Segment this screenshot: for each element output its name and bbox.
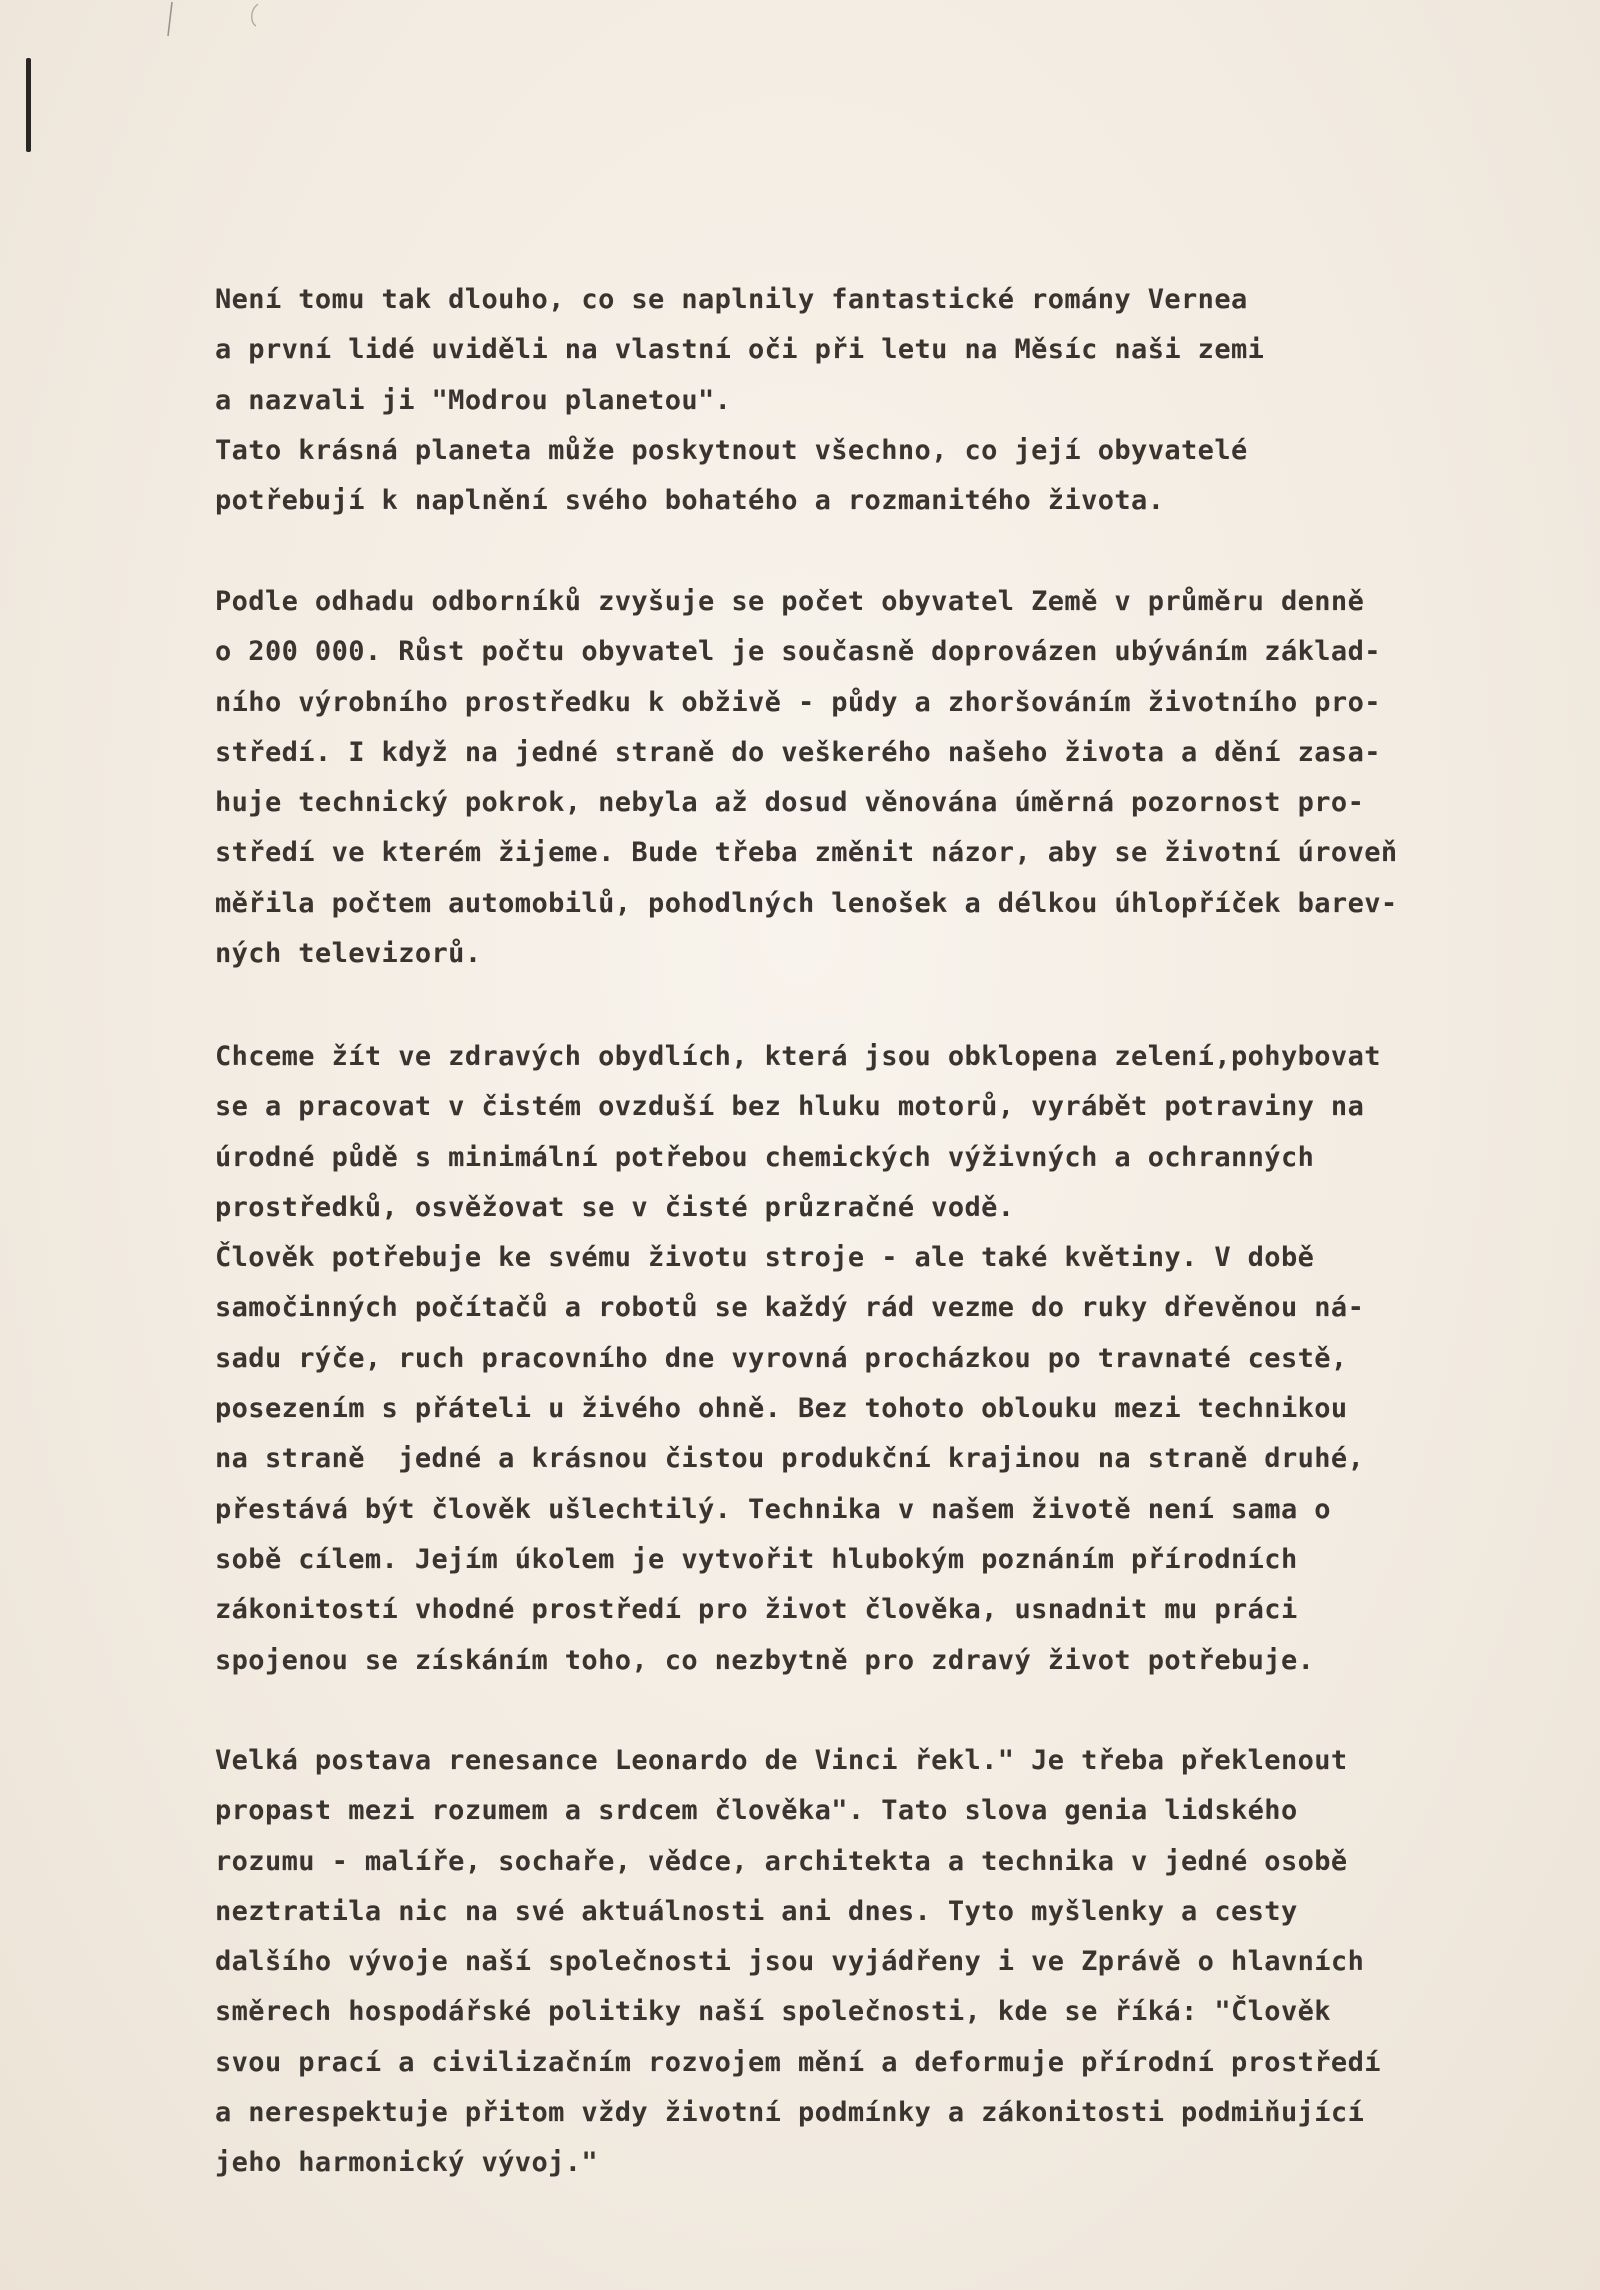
text-line: jeho harmonický vývoj." (215, 2147, 599, 2179)
text-line: Člověk potřebuje ke svému životu stroje - ale také květiny. V době (215, 1242, 1315, 1274)
text-line: sadu rýče, ruch pracovního dne vyrovná procházkou po travnaté cestě, (215, 1342, 1348, 1374)
text-line: přestává být člověk ušlechtilý. Technika v našem životě není sama o (215, 1493, 1331, 1525)
text-line: sobě cílem. Jejím úkolem je vytvořit hlubokým poznáním přírodních (215, 1543, 1298, 1575)
text-line: středí ve kterém žijeme. Bude třeba změnit názor, aby se životní úroveň (215, 837, 1398, 869)
text-line: směrech hospodářské politiky naší společnosti, kde se říká: "Člověk (215, 1996, 1331, 2028)
text-line: Podle odhadu odborníků zvyšuje se počet obyvatel Země v průměru denně (215, 586, 1365, 617)
text-line: spojenou se získáním toho, co nezbytně pro zdravý život potřebuje. (215, 1644, 1315, 1676)
margin-mark (26, 58, 31, 152)
text-line: ního výrobního prostředku k obživě - půdy a zhoršováním životního pro- (215, 686, 1381, 718)
text-line: a první lidé uviděli na vlastní oči při letu na Měsíc naši zemi (215, 334, 1265, 366)
text-line: potřebují k naplnění svého bohatého a rozmanitého života. (215, 485, 1165, 517)
text-line: zákonitostí vhodné prostředí pro život člověka, usnadnit mu práci (215, 1594, 1298, 1626)
paragraph-2 (215, 577, 1485, 979)
pencil-scribble (166, 0, 276, 40)
text-line: posezením s přáteli u živého ohně. Bez tohoto oblouku mezi technikou (215, 1393, 1348, 1425)
text-line: o 200 000. Růst počtu obyvatel je současně doprovázen ubýváním základ- (215, 636, 1381, 668)
text-line: se a pracovat v čistém ovzduší bez hluku motorů, vyrábět potraviny na (215, 1091, 1365, 1123)
paragraph-3 (215, 1032, 1485, 1686)
text-line: Tato krásná planeta může poskytnout všechno, co její obyvatelé (215, 434, 1248, 466)
text-line: huje technický pokrok, nebyla až dosud věnována úměrná pozornost pro- (215, 787, 1365, 819)
text-line: propast mezi rozumem a srdcem člověka". Tato slova genia lidského (215, 1795, 1298, 1827)
text-line: rozumu - malíře, sochaře, vědce, architekta a technika v jedné osobě (215, 1845, 1348, 1877)
text-line: Chceme žít ve zdravých obydlích, která jsou obklopena zelení,pohybovat (215, 1041, 1381, 1072)
text-line: samočinných počítačů a robotů se každý rád vezme do ruky dřevěnou ná- (215, 1292, 1365, 1324)
text-line: dalšího vývoje naší společnosti jsou vyjádřeny i ve Zprávě o hlavních (215, 1946, 1365, 1978)
text-line: Velká postava renesance Leonardo de Vinci řekl." Je třeba překlenout (215, 1745, 1348, 1776)
text-line: Není tomu tak dlouho, co se naplnily fantastické romány Vernea (215, 284, 1248, 315)
text-line: měřila počtem automobilů, pohodlných lenošek a délkou úhlopříček barev- (215, 887, 1398, 919)
text-line: a nerespektuje přitom vždy životní podmínky a zákonitosti podmiňující (215, 2097, 1365, 2129)
text-line: středí. I když na jedné straně do veškerého našeho života a dění zasa- (215, 736, 1381, 768)
paragraph-4 (215, 1736, 1485, 2189)
text-line: na straně jedné a krásnou čistou produkční krajinou na straně druhé, (215, 1443, 1365, 1475)
text-line: a nazvali ji "Modrou planetou". (215, 384, 732, 416)
text-line: prostředků, osvěžovat se v čisté průzračné vodě. (215, 1191, 1015, 1223)
text-line: úrodné půdě s minimální potřebou chemických výživných a ochranných (215, 1141, 1315, 1173)
text-line: svou prací a civilizačním rozvojem mění a deformuje přírodní prostředí (215, 2046, 1381, 2078)
text-line: neztratila nic na své aktuálnosti ani dnes. Tyto myšlenky a cesty (215, 1895, 1298, 1927)
paragraph-1 (215, 275, 1485, 526)
text-line: ných televizorů. (215, 938, 482, 970)
